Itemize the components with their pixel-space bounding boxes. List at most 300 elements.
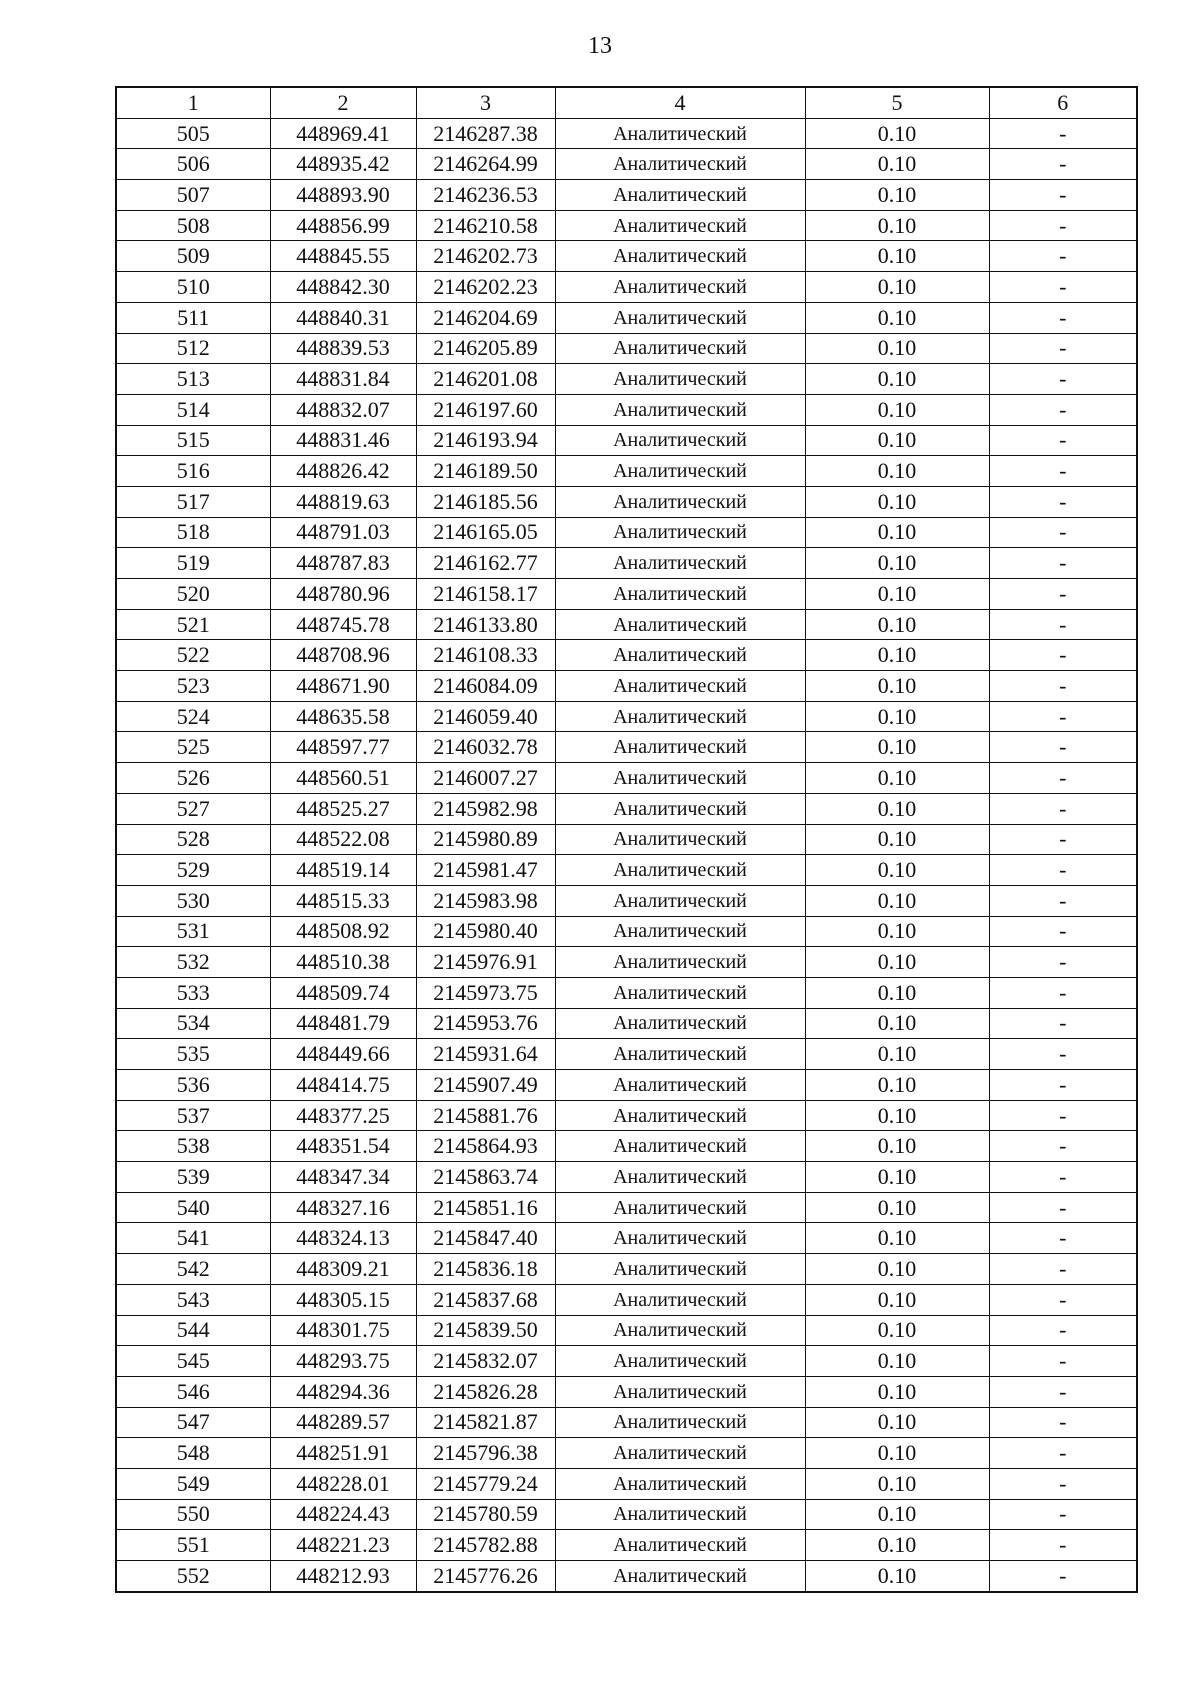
column-header: 4: [555, 87, 805, 118]
note-cell: -: [989, 456, 1137, 487]
accuracy-cell: 0.10: [805, 1223, 989, 1254]
x-coordinate-cell: 448839.53: [270, 333, 416, 364]
method-cell: Аналитический: [555, 118, 805, 149]
note-cell: -: [989, 486, 1137, 517]
y-coordinate-cell: 2146007.27: [416, 763, 555, 794]
y-coordinate-cell: 2146158.17: [416, 579, 555, 610]
x-coordinate-cell: 448212.93: [270, 1561, 416, 1592]
x-coordinate-cell: 448519.14: [270, 855, 416, 886]
table-row: [116, 180, 1137, 211]
method-cell: Аналитический: [555, 1131, 805, 1162]
y-coordinate-cell: 2145907.49: [416, 1070, 555, 1101]
accuracy-cell: 0.10: [805, 671, 989, 702]
accuracy-cell: 0.10: [805, 548, 989, 579]
point-number-cell: 530: [116, 885, 270, 916]
accuracy-cell: 0.10: [805, 579, 989, 610]
accuracy-cell: 0.10: [805, 916, 989, 947]
accuracy-cell: 0.10: [805, 1284, 989, 1315]
method-cell: Аналитический: [555, 180, 805, 211]
note-cell: -: [989, 149, 1137, 180]
table-row: [116, 1100, 1137, 1131]
method-cell: Аналитический: [555, 1100, 805, 1131]
accuracy-cell: 0.10: [805, 1039, 989, 1070]
point-number-cell: 551: [116, 1530, 270, 1561]
table-row: [116, 517, 1137, 548]
y-coordinate-cell: 2146059.40: [416, 701, 555, 732]
accuracy-cell: 0.10: [805, 763, 989, 794]
point-number-cell: 545: [116, 1346, 270, 1377]
method-cell: Аналитический: [555, 1530, 805, 1561]
accuracy-cell: 0.10: [805, 885, 989, 916]
y-coordinate-cell: 2146287.38: [416, 118, 555, 149]
table-row: [116, 241, 1137, 272]
accuracy-cell: 0.10: [805, 180, 989, 211]
y-coordinate-cell: 2145980.89: [416, 824, 555, 855]
method-cell: Аналитический: [555, 364, 805, 395]
column-header: 3: [416, 87, 555, 118]
accuracy-cell: 0.10: [805, 1100, 989, 1131]
accuracy-cell: 0.10: [805, 517, 989, 548]
y-coordinate-cell: 2145796.38: [416, 1438, 555, 1469]
accuracy-cell: 0.10: [805, 1162, 989, 1193]
table-row: [116, 425, 1137, 456]
accuracy-cell: 0.10: [805, 1346, 989, 1377]
x-coordinate-cell: 448377.25: [270, 1100, 416, 1131]
note-cell: -: [989, 763, 1137, 794]
note-cell: -: [989, 548, 1137, 579]
column-header: 2: [270, 87, 416, 118]
y-coordinate-cell: 2145983.98: [416, 885, 555, 916]
method-cell: Аналитический: [555, 1192, 805, 1223]
x-coordinate-cell: 448221.23: [270, 1530, 416, 1561]
point-number-cell: 522: [116, 640, 270, 671]
note-cell: -: [989, 1376, 1137, 1407]
accuracy-cell: 0.10: [805, 210, 989, 241]
method-cell: Аналитический: [555, 517, 805, 548]
x-coordinate-cell: 448515.33: [270, 885, 416, 916]
note-cell: -: [989, 394, 1137, 425]
table-row: [116, 486, 1137, 517]
table-row: [116, 1438, 1137, 1469]
method-cell: Аналитический: [555, 1438, 805, 1469]
y-coordinate-cell: 2145782.88: [416, 1530, 555, 1561]
accuracy-cell: 0.10: [805, 1561, 989, 1592]
y-coordinate-cell: 2146204.69: [416, 302, 555, 333]
accuracy-cell: 0.10: [805, 640, 989, 671]
point-number-cell: 532: [116, 947, 270, 978]
point-number-cell: 546: [116, 1376, 270, 1407]
accuracy-cell: 0.10: [805, 824, 989, 855]
table-row: [116, 149, 1137, 180]
note-cell: -: [989, 640, 1137, 671]
point-number-cell: 518: [116, 517, 270, 548]
method-cell: Аналитический: [555, 1346, 805, 1377]
x-coordinate-cell: 448831.84: [270, 364, 416, 395]
y-coordinate-cell: 2145826.28: [416, 1376, 555, 1407]
x-coordinate-cell: 448508.92: [270, 916, 416, 947]
y-coordinate-cell: 2145837.68: [416, 1284, 555, 1315]
table-row: [116, 855, 1137, 886]
method-cell: Аналитический: [555, 486, 805, 517]
method-cell: Аналитический: [555, 149, 805, 180]
method-cell: Аналитический: [555, 793, 805, 824]
table-row: [116, 732, 1137, 763]
point-number-cell: 538: [116, 1131, 270, 1162]
table-row: [116, 1315, 1137, 1346]
x-coordinate-cell: 448791.03: [270, 517, 416, 548]
x-coordinate-cell: 448826.42: [270, 456, 416, 487]
method-cell: Аналитический: [555, 1039, 805, 1070]
accuracy-cell: 0.10: [805, 1315, 989, 1346]
method-cell: Аналитический: [555, 1223, 805, 1254]
accuracy-cell: 0.10: [805, 1376, 989, 1407]
accuracy-cell: 0.10: [805, 1192, 989, 1223]
x-coordinate-cell: 448481.79: [270, 1008, 416, 1039]
y-coordinate-cell: 2145953.76: [416, 1008, 555, 1039]
accuracy-cell: 0.10: [805, 1254, 989, 1285]
table-row: [116, 1468, 1137, 1499]
table-row: [116, 1131, 1137, 1162]
note-cell: -: [989, 517, 1137, 548]
point-number-cell: 507: [116, 180, 270, 211]
accuracy-cell: 0.10: [805, 977, 989, 1008]
y-coordinate-cell: 2146162.77: [416, 548, 555, 579]
method-cell: Аналитический: [555, 1008, 805, 1039]
method-cell: Аналитический: [555, 824, 805, 855]
x-coordinate-cell: 448832.07: [270, 394, 416, 425]
y-coordinate-cell: 2146210.58: [416, 210, 555, 241]
accuracy-cell: 0.10: [805, 1407, 989, 1438]
coordinates-table: [115, 86, 1138, 1593]
method-cell: Аналитический: [555, 1561, 805, 1592]
x-coordinate-cell: 448840.31: [270, 302, 416, 333]
x-coordinate-cell: 448787.83: [270, 548, 416, 579]
point-number-cell: 549: [116, 1468, 270, 1499]
method-cell: Аналитический: [555, 210, 805, 241]
note-cell: -: [989, 210, 1137, 241]
table-row: [116, 1376, 1137, 1407]
x-coordinate-cell: 448635.58: [270, 701, 416, 732]
method-cell: Аналитический: [555, 732, 805, 763]
x-coordinate-cell: 448351.54: [270, 1131, 416, 1162]
x-coordinate-cell: 448969.41: [270, 118, 416, 149]
y-coordinate-cell: 2145821.87: [416, 1407, 555, 1438]
point-number-cell: 540: [116, 1192, 270, 1223]
y-coordinate-cell: 2146236.53: [416, 180, 555, 211]
table-row: [116, 640, 1137, 671]
table-row: [116, 1284, 1137, 1315]
note-cell: -: [989, 1438, 1137, 1469]
method-cell: Аналитический: [555, 855, 805, 886]
point-number-cell: 508: [116, 210, 270, 241]
x-coordinate-cell: 448745.78: [270, 609, 416, 640]
method-cell: Аналитический: [555, 579, 805, 610]
note-cell: -: [989, 1223, 1137, 1254]
x-coordinate-cell: 448305.15: [270, 1284, 416, 1315]
x-coordinate-cell: 448842.30: [270, 272, 416, 303]
x-coordinate-cell: 448780.96: [270, 579, 416, 610]
table-row: [116, 763, 1137, 794]
note-cell: -: [989, 1100, 1137, 1131]
x-coordinate-cell: 448289.57: [270, 1407, 416, 1438]
point-number-cell: 505: [116, 118, 270, 149]
accuracy-cell: 0.10: [805, 302, 989, 333]
point-number-cell: 541: [116, 1223, 270, 1254]
table-row: [116, 1192, 1137, 1223]
table-row: [116, 364, 1137, 395]
table-row: [116, 609, 1137, 640]
point-number-cell: 542: [116, 1254, 270, 1285]
y-coordinate-cell: 2146189.50: [416, 456, 555, 487]
point-number-cell: 544: [116, 1315, 270, 1346]
note-cell: -: [989, 1530, 1137, 1561]
y-coordinate-cell: 2145839.50: [416, 1315, 555, 1346]
table-row: [116, 302, 1137, 333]
table-row: [116, 671, 1137, 702]
point-number-cell: 537: [116, 1100, 270, 1131]
method-cell: Аналитический: [555, 272, 805, 303]
note-cell: -: [989, 333, 1137, 364]
table-row: [116, 1530, 1137, 1561]
x-coordinate-cell: 448228.01: [270, 1468, 416, 1499]
accuracy-cell: 0.10: [805, 1438, 989, 1469]
point-number-cell: 509: [116, 241, 270, 272]
method-cell: Аналитический: [555, 1468, 805, 1499]
y-coordinate-cell: 2146202.73: [416, 241, 555, 272]
note-cell: -: [989, 793, 1137, 824]
method-cell: Аналитический: [555, 333, 805, 364]
x-coordinate-cell: 448293.75: [270, 1346, 416, 1377]
point-number-cell: 520: [116, 579, 270, 610]
accuracy-cell: 0.10: [805, 1131, 989, 1162]
note-cell: -: [989, 1162, 1137, 1193]
note-cell: -: [989, 180, 1137, 211]
table-row: [116, 977, 1137, 1008]
y-coordinate-cell: 2146084.09: [416, 671, 555, 702]
table-row: [116, 1561, 1137, 1592]
x-coordinate-cell: 448294.36: [270, 1376, 416, 1407]
table-row: [116, 1407, 1137, 1438]
y-coordinate-cell: 2145881.76: [416, 1100, 555, 1131]
note-cell: -: [989, 947, 1137, 978]
x-coordinate-cell: 448449.66: [270, 1039, 416, 1070]
y-coordinate-cell: 2146133.80: [416, 609, 555, 640]
x-coordinate-cell: 448935.42: [270, 149, 416, 180]
point-number-cell: 531: [116, 916, 270, 947]
x-coordinate-cell: 448845.55: [270, 241, 416, 272]
x-coordinate-cell: 448347.34: [270, 1162, 416, 1193]
note-cell: -: [989, 1070, 1137, 1101]
y-coordinate-cell: 2146032.78: [416, 732, 555, 763]
point-number-cell: 514: [116, 394, 270, 425]
x-coordinate-cell: 448509.74: [270, 977, 416, 1008]
method-cell: Аналитический: [555, 425, 805, 456]
column-header: 1: [116, 87, 270, 118]
note-cell: -: [989, 671, 1137, 702]
table-row: [116, 118, 1137, 149]
accuracy-cell: 0.10: [805, 241, 989, 272]
method-cell: Аналитический: [555, 609, 805, 640]
accuracy-cell: 0.10: [805, 1070, 989, 1101]
point-number-cell: 510: [116, 272, 270, 303]
y-coordinate-cell: 2145864.93: [416, 1131, 555, 1162]
x-coordinate-cell: 448522.08: [270, 824, 416, 855]
table-row: [116, 456, 1137, 487]
accuracy-cell: 0.10: [805, 118, 989, 149]
method-cell: Аналитический: [555, 241, 805, 272]
y-coordinate-cell: 2145836.18: [416, 1254, 555, 1285]
accuracy-cell: 0.10: [805, 272, 989, 303]
y-coordinate-cell: 2146185.56: [416, 486, 555, 517]
table-row: [116, 1223, 1137, 1254]
table-row: [116, 916, 1137, 947]
y-coordinate-cell: 2145780.59: [416, 1499, 555, 1530]
y-coordinate-cell: 2145851.16: [416, 1192, 555, 1223]
x-coordinate-cell: 448819.63: [270, 486, 416, 517]
header-row: [116, 87, 1137, 118]
accuracy-cell: 0.10: [805, 425, 989, 456]
note-cell: -: [989, 425, 1137, 456]
x-coordinate-cell: 448671.90: [270, 671, 416, 702]
y-coordinate-cell: 2146201.08: [416, 364, 555, 395]
method-cell: Аналитический: [555, 947, 805, 978]
table-row: [116, 272, 1137, 303]
method-cell: Аналитический: [555, 885, 805, 916]
point-number-cell: 533: [116, 977, 270, 1008]
method-cell: Аналитический: [555, 640, 805, 671]
y-coordinate-cell: 2145980.40: [416, 916, 555, 947]
table-row: [116, 210, 1137, 241]
accuracy-cell: 0.10: [805, 1468, 989, 1499]
point-number-cell: 517: [116, 486, 270, 517]
method-cell: Аналитический: [555, 1315, 805, 1346]
point-number-cell: 550: [116, 1499, 270, 1530]
note-cell: -: [989, 1008, 1137, 1039]
point-number-cell: 539: [116, 1162, 270, 1193]
table-row: [116, 394, 1137, 425]
point-number-cell: 521: [116, 609, 270, 640]
method-cell: Аналитический: [555, 671, 805, 702]
note-cell: -: [989, 701, 1137, 732]
accuracy-cell: 0.10: [805, 364, 989, 395]
point-number-cell: 515: [116, 425, 270, 456]
x-coordinate-cell: 448708.96: [270, 640, 416, 671]
point-number-cell: 543: [116, 1284, 270, 1315]
x-coordinate-cell: 448251.91: [270, 1438, 416, 1469]
method-cell: Аналитический: [555, 1284, 805, 1315]
table-row: [116, 548, 1137, 579]
table-row: [116, 1254, 1137, 1285]
note-cell: -: [989, 885, 1137, 916]
note-cell: -: [989, 1131, 1137, 1162]
page-number: 13: [588, 33, 612, 59]
note-cell: -: [989, 1561, 1137, 1592]
point-number-cell: 525: [116, 732, 270, 763]
table-row: [116, 701, 1137, 732]
y-coordinate-cell: 2145847.40: [416, 1223, 555, 1254]
x-coordinate-cell: 448893.90: [270, 180, 416, 211]
x-coordinate-cell: 448831.46: [270, 425, 416, 456]
note-cell: -: [989, 1407, 1137, 1438]
y-coordinate-cell: 2145779.24: [416, 1468, 555, 1499]
point-number-cell: 511: [116, 302, 270, 333]
note-cell: -: [989, 1468, 1137, 1499]
accuracy-cell: 0.10: [805, 609, 989, 640]
accuracy-cell: 0.10: [805, 855, 989, 886]
method-cell: Аналитический: [555, 1070, 805, 1101]
x-coordinate-cell: 448560.51: [270, 763, 416, 794]
point-number-cell: 524: [116, 701, 270, 732]
note-cell: -: [989, 364, 1137, 395]
x-coordinate-cell: 448324.13: [270, 1223, 416, 1254]
point-number-cell: 526: [116, 763, 270, 794]
note-cell: -: [989, 302, 1137, 333]
table-row: [116, 947, 1137, 978]
accuracy-cell: 0.10: [805, 701, 989, 732]
table-row: [116, 1162, 1137, 1193]
note-cell: -: [989, 1284, 1137, 1315]
accuracy-cell: 0.10: [805, 793, 989, 824]
method-cell: Аналитический: [555, 302, 805, 333]
y-coordinate-cell: 2145982.98: [416, 793, 555, 824]
y-coordinate-cell: 2146165.05: [416, 517, 555, 548]
accuracy-cell: 0.10: [805, 1499, 989, 1530]
method-cell: Аналитический: [555, 456, 805, 487]
method-cell: Аналитический: [555, 394, 805, 425]
point-number-cell: 506: [116, 149, 270, 180]
x-coordinate-cell: 448856.99: [270, 210, 416, 241]
y-coordinate-cell: 2145863.74: [416, 1162, 555, 1193]
y-coordinate-cell: 2146264.99: [416, 149, 555, 180]
y-coordinate-cell: 2145976.91: [416, 947, 555, 978]
table-row: [116, 1070, 1137, 1101]
table-row: [116, 885, 1137, 916]
point-number-cell: 519: [116, 548, 270, 579]
x-coordinate-cell: 448301.75: [270, 1315, 416, 1346]
column-header: 6: [989, 87, 1137, 118]
x-coordinate-cell: 448309.21: [270, 1254, 416, 1285]
y-coordinate-cell: 2146193.94: [416, 425, 555, 456]
method-cell: Аналитический: [555, 1499, 805, 1530]
column-header: 5: [805, 87, 989, 118]
point-number-cell: 528: [116, 824, 270, 855]
x-coordinate-cell: 448327.16: [270, 1192, 416, 1223]
accuracy-cell: 0.10: [805, 1530, 989, 1561]
y-coordinate-cell: 2145776.26: [416, 1561, 555, 1592]
accuracy-cell: 0.10: [805, 486, 989, 517]
table-row: [116, 793, 1137, 824]
method-cell: Аналитический: [555, 1376, 805, 1407]
method-cell: Аналитический: [555, 548, 805, 579]
note-cell: -: [989, 579, 1137, 610]
table-row: [116, 1008, 1137, 1039]
table-row: [116, 1499, 1137, 1530]
note-cell: -: [989, 1039, 1137, 1070]
table-body: [116, 118, 1137, 1592]
note-cell: -: [989, 855, 1137, 886]
note-cell: -: [989, 1499, 1137, 1530]
accuracy-cell: 0.10: [805, 149, 989, 180]
point-number-cell: 523: [116, 671, 270, 702]
method-cell: Аналитический: [555, 916, 805, 947]
x-coordinate-cell: 448510.38: [270, 947, 416, 978]
y-coordinate-cell: 2145832.07: [416, 1346, 555, 1377]
table-row: [116, 1346, 1137, 1377]
method-cell: Аналитический: [555, 1407, 805, 1438]
note-cell: -: [989, 609, 1137, 640]
note-cell: -: [989, 824, 1137, 855]
note-cell: -: [989, 272, 1137, 303]
